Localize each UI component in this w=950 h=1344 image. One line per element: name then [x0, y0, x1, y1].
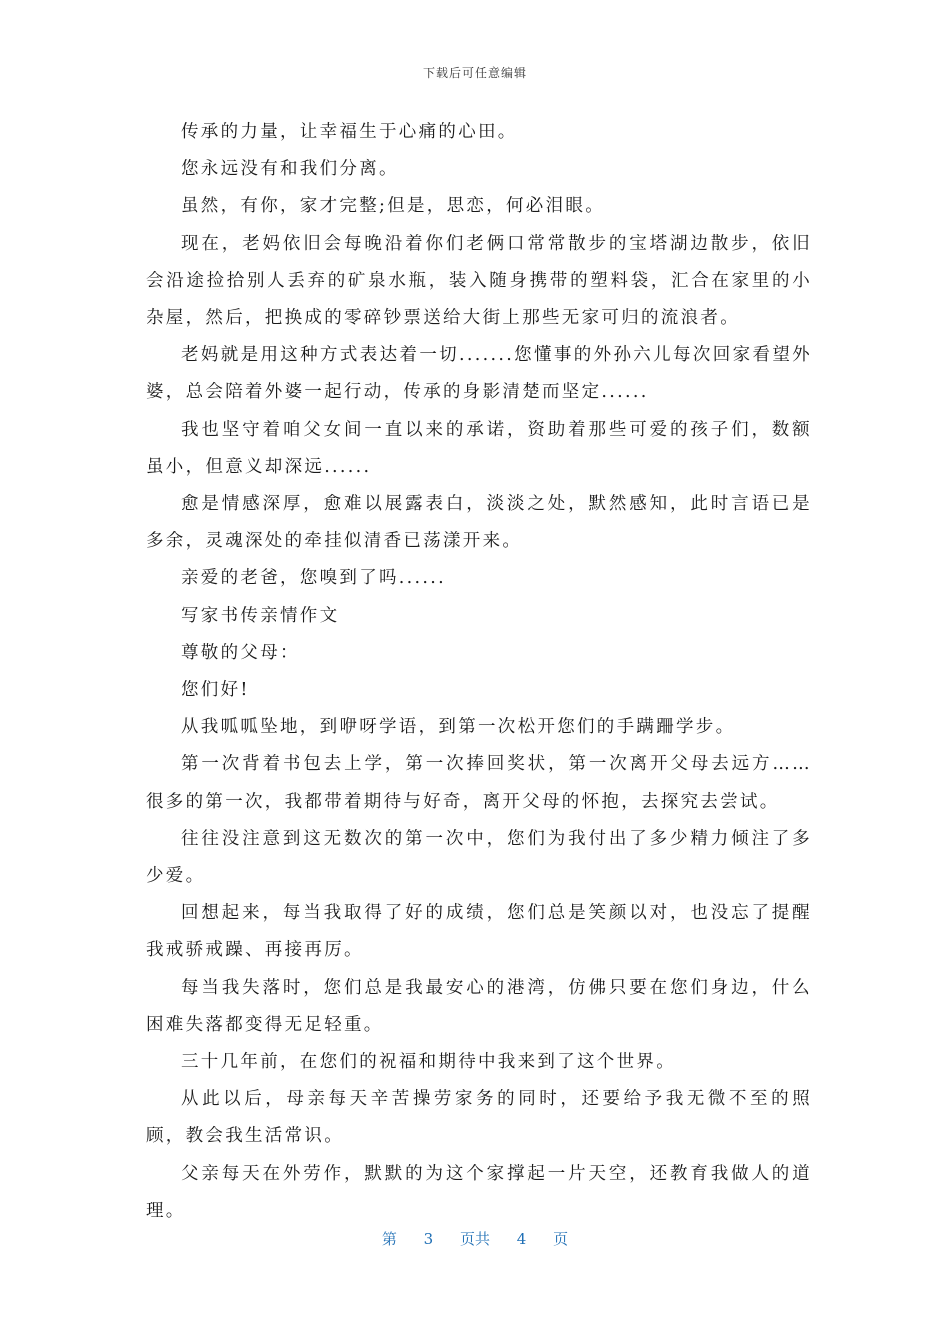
footer-middle-label: 页共 [459, 1230, 490, 1248]
paragraph: 我也坚守着咱父女间一直以来的承诺，资助着那些可爱的孩子们，数额虽小，但意义却深远...... [146, 419, 812, 477]
footer-current-page: 3 [423, 1230, 434, 1248]
paragraph: 父亲每天在外劳作，默默的为这个家撑起一片天空，还教育我做人的道理。 [146, 1163, 812, 1221]
paragraph: 第一次背着书包去上学，第一次捧回奖状，第一次离开父母去远方……很多的第一次，我都带着期待与好奇，离开父母的怀抱，去探究去尝试。 [146, 754, 812, 812]
paragraph: 老妈就是用这种方式表达着一切.......您懂事的外孙六儿每次回家看望外婆，总会陪着外婆一起行动，传承的身影清楚而坚定...... [146, 345, 812, 403]
header-note: 下载后可任意编辑 [422, 66, 527, 80]
paragraph: 三十几年前，在您们的祝福和期待中我来到了这个世界。 [181, 1052, 676, 1073]
footer-page-label: 第 [381, 1230, 397, 1248]
document-body [146, 114, 812, 1230]
paragraph: 从我呱呱坠地，到咿呀学语，到第一次松开您们的手蹒跚学步。 [181, 717, 736, 738]
paragraph: 现在，老妈依旧会每晚沿着你们老俩口常常散步的宝塔湖边散步，依旧会沿途捡拾别人丢弃的矿泉水瓶，装入随身携带的塑料袋，汇合在家里的小杂屋，然后，把换成的零碎钞票送给大街上那些无家可归的流浪者。 [146, 233, 812, 329]
paragraph: 虽然，有你，家才完整;但是，思恋，何必泪眼。 [181, 196, 605, 217]
letter-salutation: 尊敬的父母： [181, 642, 300, 663]
paragraph: 每当我失落时，您们总是我最安心的港湾，仿佛只要在您们身边，什么困难失落都变得无足轻重。 [146, 977, 812, 1035]
footer-total-pages: 4 [516, 1230, 527, 1248]
paragraph: 从此以后，母亲每天辛苦操劳家务的同时，还要给予我无微不至的照顾，教会我生活常识。 [146, 1089, 812, 1147]
paragraph: 往往没注意到这无数次的第一次中，您们为我付出了多少精力倾注了多少爱。 [146, 828, 812, 887]
paragraph: 您永远没有和我们分离。 [181, 159, 399, 180]
paragraph: 愈是情感深厚，愈难以展露表白，淡淡之处，默然感知，此时言语已是多余，灵魂深处的牵挂似清香已荡漾开来。 [146, 494, 812, 552]
paragraph: 传承的力量，让幸福生于心痛的心田。 [181, 122, 518, 142]
paragraph: 回想起来，每当我取得了好的成绩，您们总是笑颜以对，也没忘了提醒我戒骄戒躁、再接再厉。 [146, 903, 812, 961]
paragraph: 亲爱的老爸，您嗅到了吗...... [181, 568, 446, 589]
section-title: 写家书传亲情作文 [181, 605, 340, 626]
letter-greeting: 您们好! [181, 680, 250, 701]
footer-end-label: 页 [553, 1230, 569, 1248]
page-footer [0, 1228, 950, 1249]
